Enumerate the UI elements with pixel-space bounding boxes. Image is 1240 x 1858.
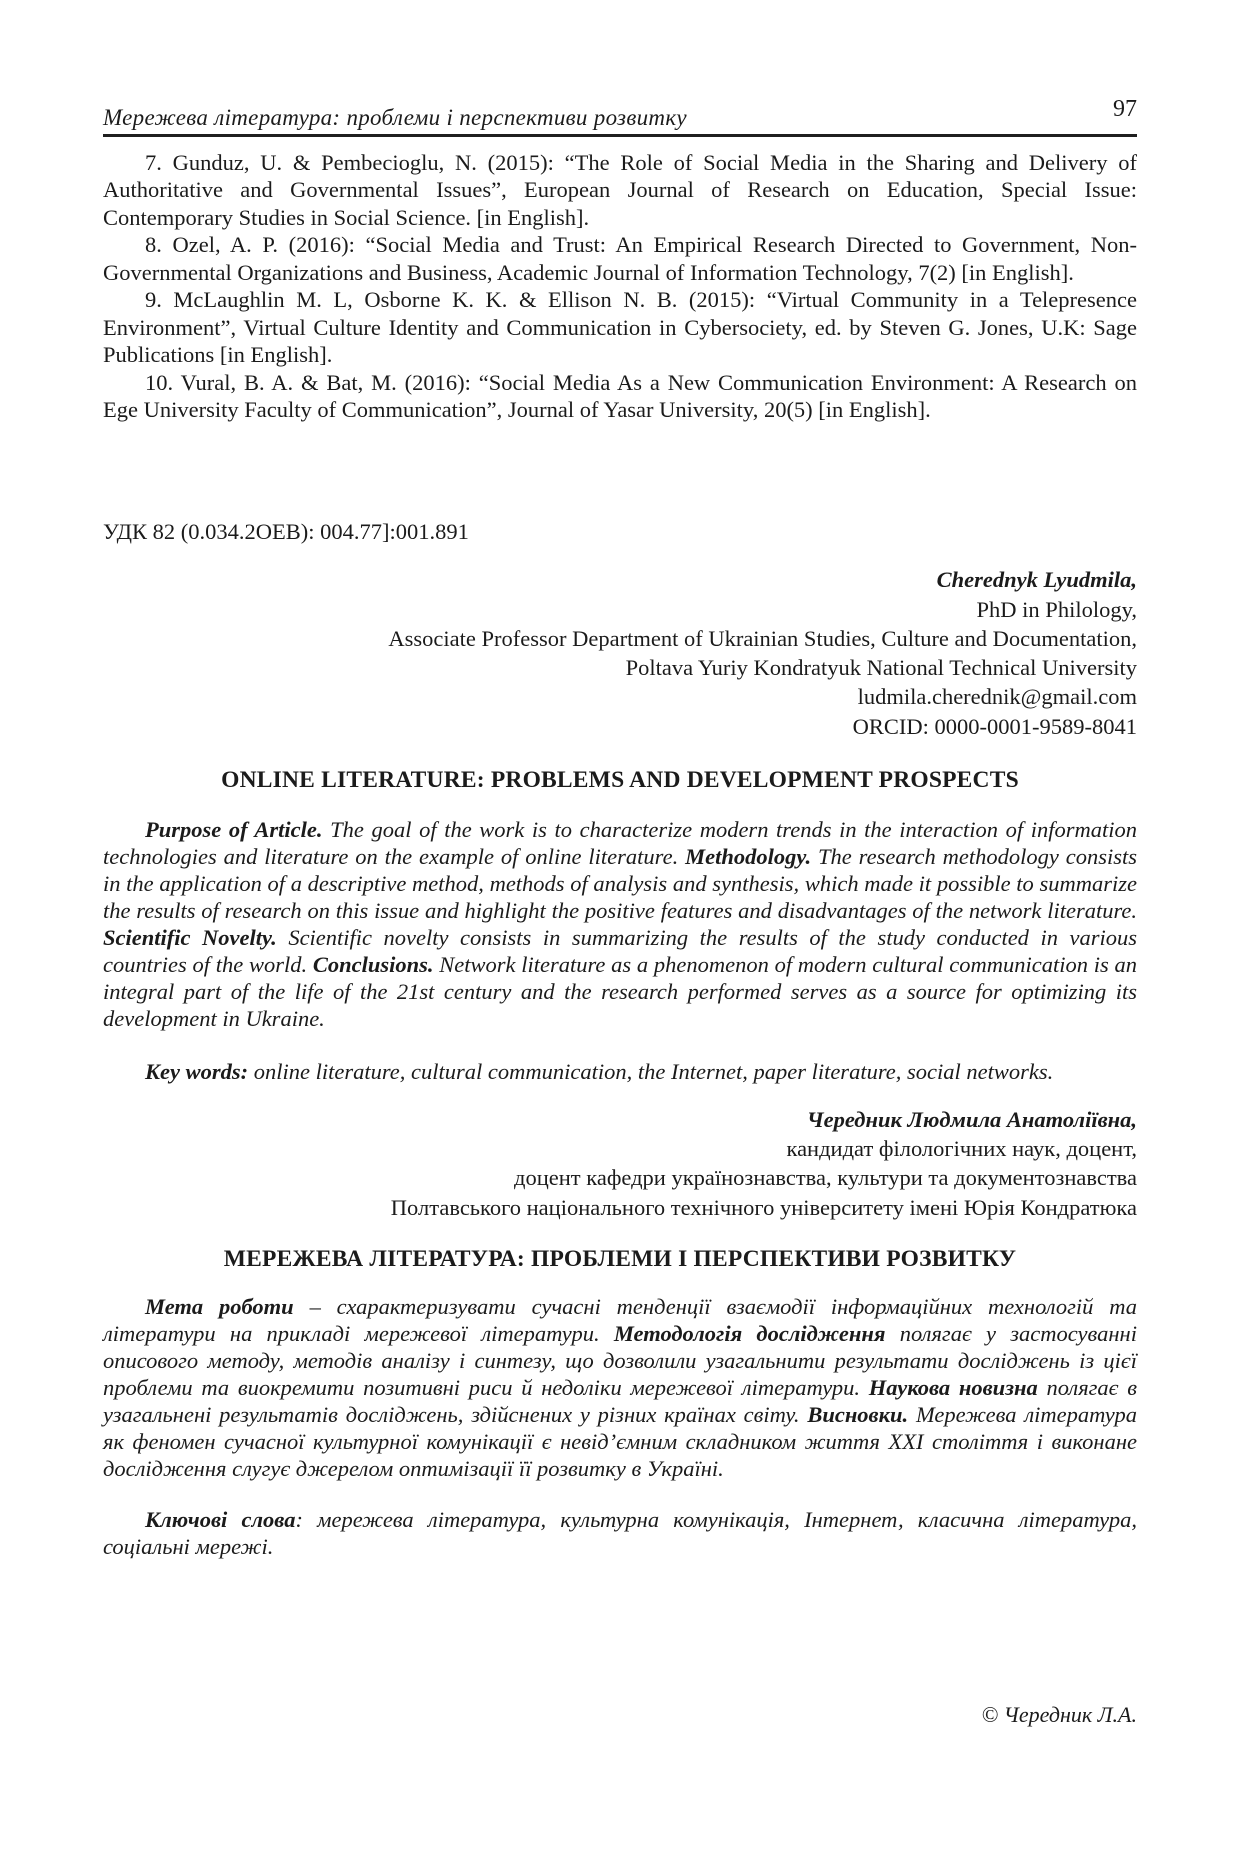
abstract-section-label: Ключові слова	[145, 1506, 296, 1532]
abstract-section-label: Мета роботи	[145, 1293, 294, 1319]
abstract-text: Scientific novelty consists in summarizing the results of the study conducted in various countries of the world.	[103, 924, 1137, 977]
abstract-en	[103, 816, 1137, 1032]
author-detail-line: Associate Professor Department of Ukrainian Studies, Culture and Documentation,	[388, 625, 1137, 651]
abstract-text: Network literature as a phenomenon of modern cultural communication is an integral part of the life of the 21st century and the research performed serves as a source for optimizing its development in Ukraine.	[103, 951, 1137, 1031]
reference-entry: 9. McLaughlin M. L, Osborne K. K. & Ellison N. B. (2015): “Virtual Community in a Telepresence Environment”, Virtual Culture Identity and Communication in Cybersociety, ed. by Steven G. Jones, U.K: Sage Publications [in English].	[103, 287, 1137, 368]
author-detail-line: кандидат філологічних наук, доцент,	[786, 1136, 1137, 1162]
running-head-title: Мережева література: проблеми і перспективи розвитку	[103, 105, 687, 130]
keywords-en	[103, 1058, 1137, 1085]
abstract-text: полягає в узагальнені результатів досліджень, здійснених у різних країнах світу.	[103, 1374, 1137, 1427]
abstract-section-label: Методологія дослідження	[613, 1320, 886, 1346]
abstract-section-label: Scientific Novelty.	[103, 924, 289, 950]
abstract-text: Мережева література як феномен сучасної культурної комунікації є невід’ємним складником життя ХХІ століття і виконане дослідження слугує джерелом оптимізації її розвитку в Україні.	[103, 1401, 1137, 1481]
author-block-uk	[103, 1105, 1137, 1222]
udc-code: УДК 82 (0.034.2ОЕВ): 004.77]:001.891	[103, 519, 469, 545]
author-detail-line: ORCID: 0000-0001-9589-8041	[852, 713, 1137, 739]
author-name-en: Cherednyk Lyudmila,	[936, 567, 1137, 593]
author-name-uk: Чередник Людмила Анатоліївна,	[806, 1106, 1137, 1132]
abstract-section-label: Purpose of Article.	[145, 816, 331, 842]
abstract-text: The research methodology consists in the application of a descriptive method, methods of analysis and synthesis, which made it possible to summarize the results of research on this issue and highlight the positive features and disadvantages of the network literature.	[103, 843, 1138, 923]
reference-entry: 10. Vural, B. A. & Bat, M. (2016): “Social Media As a New Communication Environment: A Research on Ege University Faculty of Communication”, Journal of Yasar University, 20(5) [in English].	[103, 369, 1137, 422]
author-detail-line: Полтавського національного технічного університету імені Юрія Кондратюка	[390, 1194, 1137, 1220]
author-details-en	[103, 595, 1137, 741]
journal-page	[0, 96, 1240, 1858]
reference-entry: 7. Gunduz, U. & Pembecioglu, N. (2015): “The Role of Social Media in the Sharing and Delivery of Authoritative and Governmental Issues”, European Journal of Research on Education, Special Issue: Contemporary Studies in Social Science. [in English].	[103, 150, 1137, 230]
abstract-text: online literature, cultural communication, the Internet, paper literature, social networks.	[253, 1058, 1054, 1084]
author-details-uk	[103, 1134, 1137, 1222]
article-title-en: ONLINE LITERATURE: PROBLEMS AND DEVELOPMENT PROSPECTS	[221, 766, 1019, 793]
abstract-section-label: Наукова новизна	[868, 1374, 1038, 1400]
references-list	[103, 149, 1137, 423]
abstract-section-label: Methodology.	[685, 843, 819, 869]
author-block-en	[103, 565, 1137, 741]
abstract-text: – схарактеризувати сучасні тенденції взаємодії інформаційних технологій та літератури на прикладі мережевої літератури.	[103, 1293, 1138, 1346]
abstract-text: : мережева література, культурна комунікація, Інтернет, класична література, соціальні мережі.	[103, 1506, 1137, 1559]
author-detail-line: Poltava Yuriy Kondratyuk National Technical University	[625, 655, 1137, 681]
abstract-section-label: Key words:	[145, 1058, 254, 1084]
abstract-text: The goal of the work is to characterize modern trends in the interaction of information technologies and literature on the example of online literature.	[103, 816, 1137, 869]
abstract-section-label: Висновки.	[807, 1401, 916, 1427]
page-number: 97	[1113, 96, 1137, 122]
author-detail-line: ludmila.cherednik@gmail.com	[857, 684, 1137, 710]
abstract-section-label: Conclusions.	[312, 951, 440, 977]
author-detail-line: PhD in Philology,	[976, 596, 1137, 622]
running-head	[103, 96, 1137, 137]
reference-entry: 8. Ozel, A. P. (2016): “Social Media and Trust: An Empirical Research Directed to Government, Non-Governmental Organizations and Business, Academic Journal of Information Technology, 7(2) [in English].	[103, 232, 1137, 285]
article-title-uk: МЕРЕЖЕВА ЛІТЕРАТУРА: ПРОБЛЕМИ І ПЕРСПЕКТИВИ РОЗВИТКУ	[223, 1245, 1017, 1272]
keywords-uk	[103, 1506, 1137, 1560]
abstract-uk	[103, 1293, 1137, 1482]
copyright-note: © Чередник Л.А.	[981, 1702, 1137, 1727]
abstract-text: полягає у застосуванні описового методу, методів аналізу і синтезу, що дозволили узагальнити результати досліджень із цієї проблеми та виокремити позитивні риси й недоліки мережевої літератури.	[103, 1320, 1137, 1400]
author-detail-line: доцент кафедри українознавства, культури та документознавства	[514, 1165, 1137, 1191]
